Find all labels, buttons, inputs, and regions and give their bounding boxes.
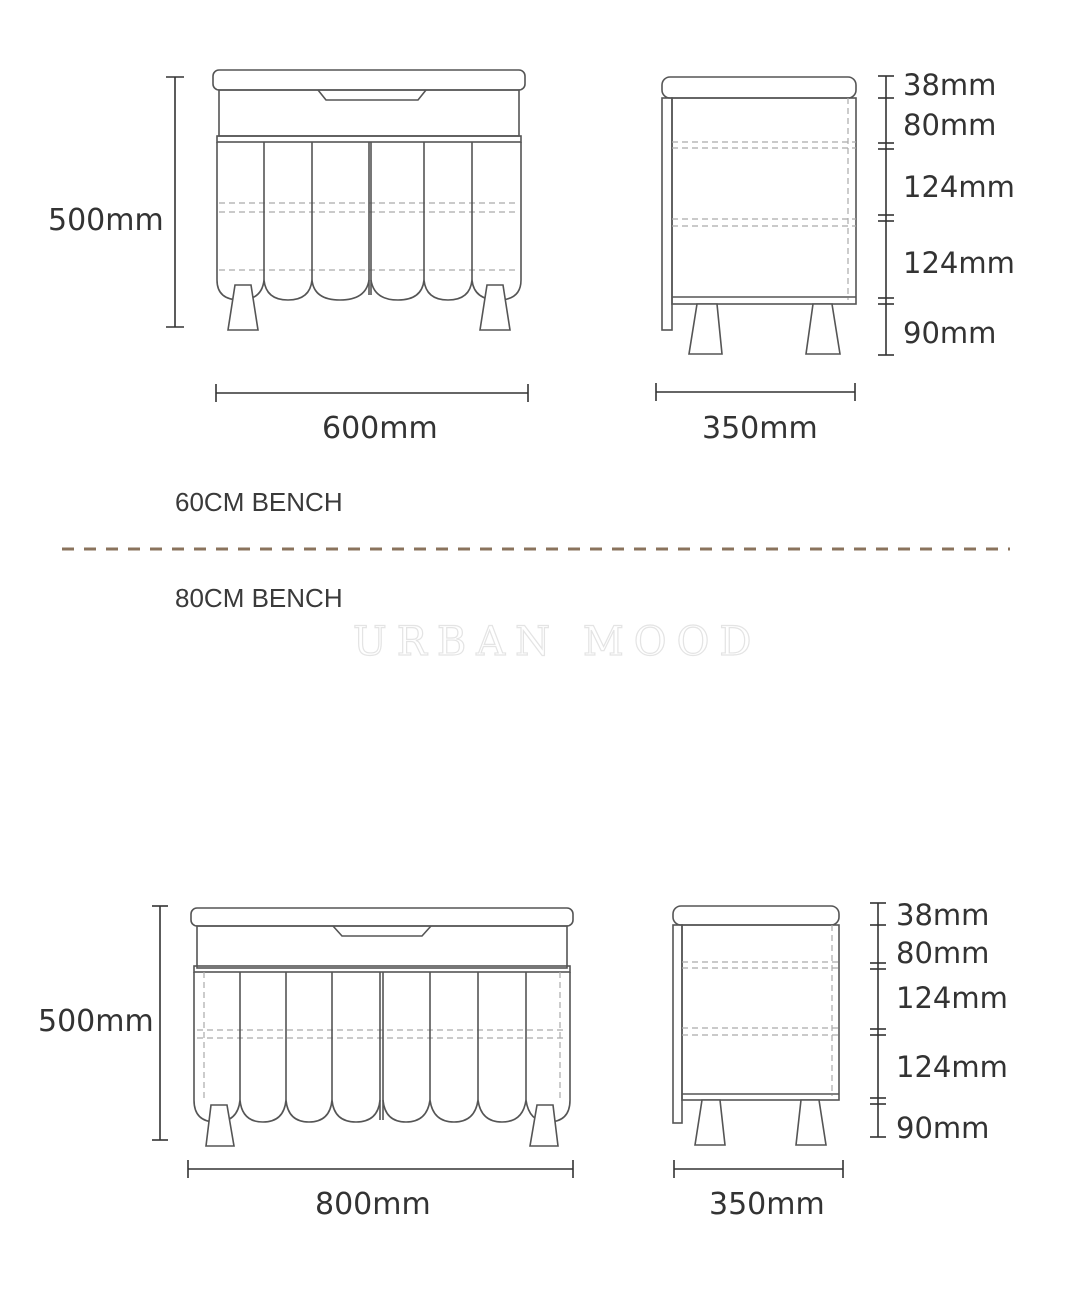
side-dim-label-80-2: 80mm xyxy=(896,936,990,970)
side-dim-label-80-4: 124mm xyxy=(896,1050,1008,1084)
side-view-80 xyxy=(673,906,839,1145)
depth-label-80: 350mm xyxy=(709,1187,825,1222)
side-dim-label-80-3: 124mm xyxy=(896,981,1008,1015)
width-label-80: 800mm xyxy=(315,1187,431,1222)
side-dim-label-80-5: 90mm xyxy=(896,1111,990,1145)
section-heading-80: 80CM BENCH xyxy=(175,583,343,613)
side-dim-label-80-1: 38mm xyxy=(896,898,990,932)
side-dimension-chain-60 xyxy=(878,76,894,355)
side-view-60 xyxy=(662,77,856,354)
width-label-60: 600mm xyxy=(322,411,438,446)
side-dim-label-60-5: 90mm xyxy=(903,316,997,350)
height-label-80: 500mm xyxy=(38,1004,154,1039)
depth-label-60: 350mm xyxy=(702,411,818,446)
width-dimension-60 xyxy=(216,384,528,402)
height-label-60: 500mm xyxy=(48,203,164,238)
depth-dimension-80 xyxy=(674,1160,843,1178)
side-dimension-chain-80 xyxy=(870,903,886,1137)
side-dim-label-60-2: 80mm xyxy=(903,108,997,142)
front-view-80 xyxy=(191,908,573,1146)
watermark-logo: URBAN MOOD xyxy=(353,619,762,665)
width-dimension-80 xyxy=(188,1160,573,1178)
height-dimension-60 xyxy=(166,77,184,327)
side-dim-label-60-4: 124mm xyxy=(903,246,1015,280)
side-dim-label-60-3: 124mm xyxy=(903,170,1015,204)
depth-dimension-60 xyxy=(656,383,855,401)
section-heading-60: 60CM BENCH xyxy=(175,487,343,517)
front-view-60 xyxy=(213,70,525,330)
height-dimension-80 xyxy=(152,906,168,1140)
side-dim-label-60-1: 38mm xyxy=(903,68,997,102)
